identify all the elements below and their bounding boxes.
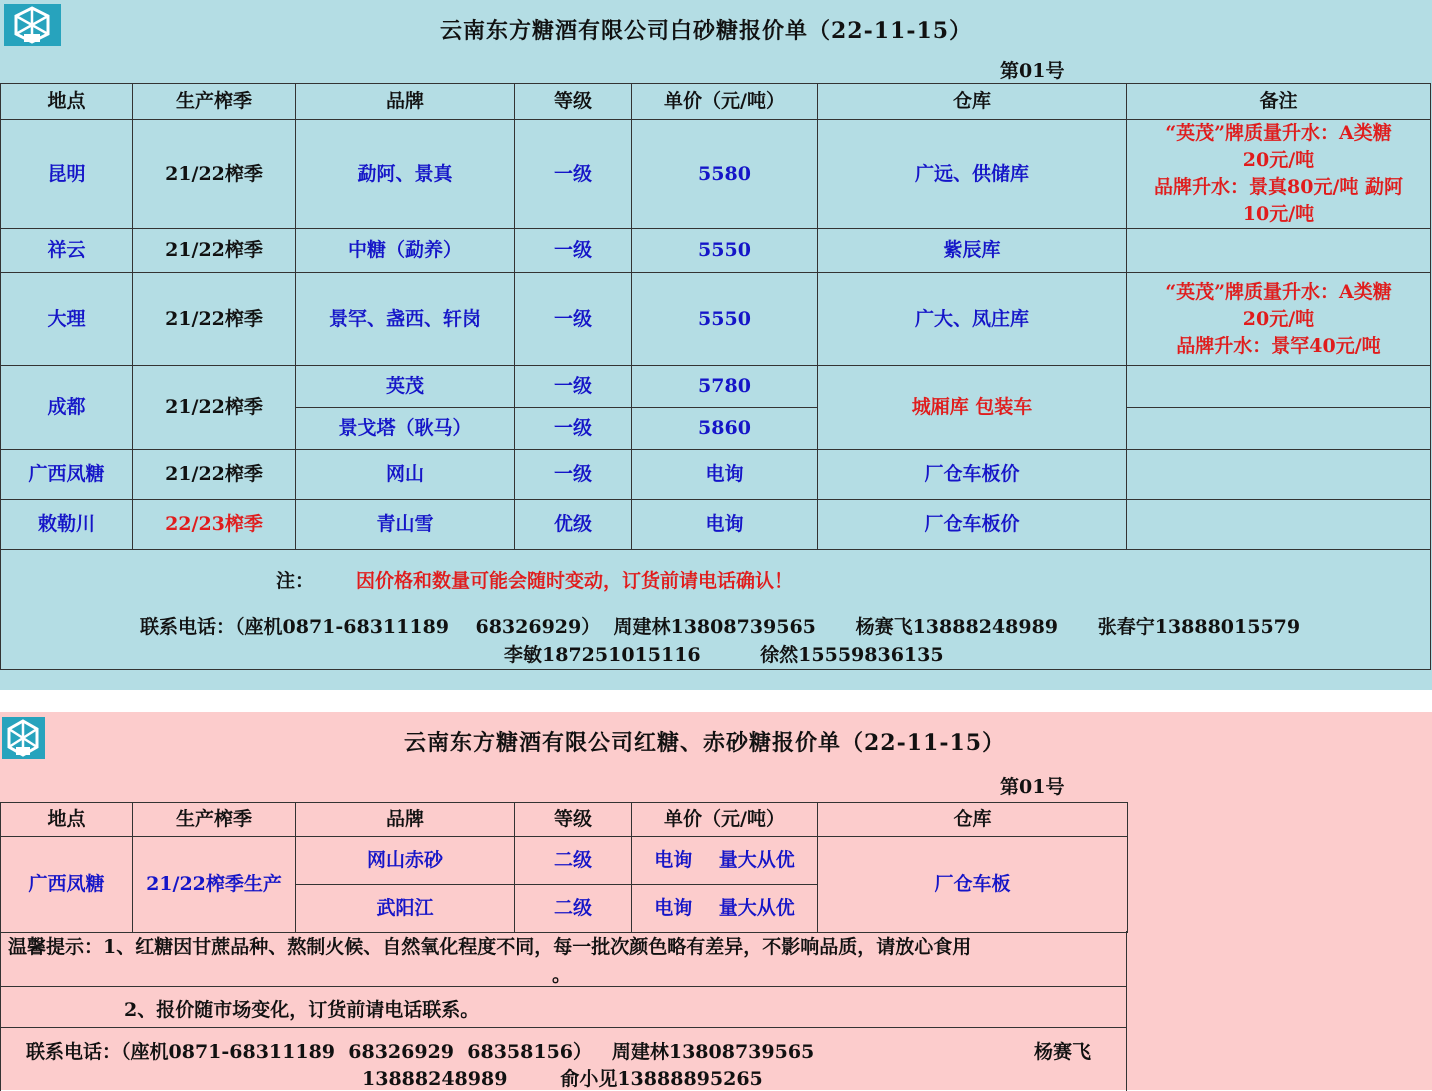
- season-cell: 21/22榨季: [133, 120, 296, 229]
- grade-cell: 一级: [515, 229, 632, 273]
- header-price: 单价（元/吨）: [632, 803, 818, 837]
- warehouse-cell: 厂仓车板: [818, 837, 1128, 933]
- header-season: 生产榨季: [133, 803, 296, 837]
- header-remark: 备注: [1127, 84, 1431, 120]
- header-location: 地点: [1, 803, 133, 837]
- warehouse-cell: 紫辰库: [818, 229, 1127, 273]
- remark-cell: [1127, 450, 1431, 500]
- contact-line-2: 13888248989 俞小见13888895265: [362, 1068, 763, 1090]
- location-cell: 祥云: [1, 229, 133, 273]
- warehouse-cell: 城厢库 包装车: [818, 366, 1127, 450]
- price-cell: 电询 量大从优: [632, 837, 818, 885]
- brown-sugar-sheet: [0, 712, 1432, 1090]
- company-logo-icon: [2, 717, 45, 759]
- contact-line-1: 联系电话：（座机0871-68311189 68326929） 周建林13808739565 杨赛飞13888248989 张春宁13888015579: [140, 616, 1301, 638]
- price-cell: 电询: [632, 450, 818, 500]
- header-grade: 等级: [515, 84, 632, 120]
- season-cell: 21/22榨季: [133, 366, 296, 450]
- header-warehouse: 仓库: [818, 84, 1127, 120]
- grade-cell: 一级: [515, 120, 632, 229]
- white-sugar-serial: 第01号: [1000, 60, 1065, 82]
- season-cell: 21/22榨季: [133, 273, 296, 366]
- brown-sugar-title: 云南东方糖酒有限公司红糖、赤砂糖报价单（22-11-15）: [404, 730, 1006, 756]
- table-header-row: [1, 84, 1431, 120]
- tip-line-1: 温馨提示：1、红糖因甘蔗品种、熬制火候、自然氧化程度不同，每一批次颜色略有差异，不影响品质，请放心食用: [8, 936, 972, 958]
- season-cell: 21/22榨季: [133, 229, 296, 273]
- table-row: [1, 837, 1128, 885]
- grade-cell: 优级: [515, 500, 632, 550]
- remark-line: 20元/吨: [1242, 307, 1315, 330]
- brand-cell: 景戈塔（耿马）: [296, 408, 515, 450]
- remark-line: 10元/吨: [1242, 203, 1315, 225]
- price-cell: 5550: [632, 273, 818, 366]
- remark-line: “英茂”牌质量升水：A类糖: [1165, 122, 1392, 144]
- price-cell: 5550: [632, 229, 818, 273]
- brand-cell: 青山雪: [296, 500, 515, 550]
- location-cell: 敕勒川: [1, 500, 133, 550]
- price-cell: 5580: [632, 120, 818, 229]
- remark-cell: [1127, 408, 1431, 450]
- location-cell: 广西凤糖: [1, 837, 133, 933]
- grade-cell: 二级: [515, 885, 632, 933]
- grade-cell: 一级: [515, 366, 632, 408]
- brand-cell: 景罕、盏西、轩岗: [296, 273, 515, 366]
- remark-line: “英茂”牌质量升水：A类糖: [1165, 280, 1392, 303]
- brand-cell: 网山: [296, 450, 515, 500]
- brand-cell: 勐阿、景真: [296, 120, 515, 229]
- grade-cell: 一级: [515, 408, 632, 450]
- header-brand: 品牌: [296, 84, 515, 120]
- warehouse-cell: 广大、凤庄库: [818, 273, 1127, 366]
- season-cell: 22/23榨季: [133, 500, 296, 550]
- price-cell: 5780: [632, 366, 818, 408]
- price-cell: 电询: [632, 500, 818, 550]
- company-logo-icon: [4, 4, 61, 46]
- grade-cell: 二级: [515, 837, 632, 885]
- contact-line-2: 李敏18725101511​6 徐然15559836135: [504, 644, 944, 666]
- table-row: [1, 450, 1431, 500]
- location-cell: 大理: [1, 273, 133, 366]
- remark-cell: [1127, 120, 1431, 229]
- white-sugar-title: 云南东方糖酒有限公司白砂糖报价单（22-11-15）: [440, 18, 973, 44]
- table-header-row: [1, 803, 1128, 837]
- header-season: 生产榨季: [133, 84, 296, 120]
- table-row: [1, 120, 1431, 229]
- warehouse-cell: 广远、供储库: [818, 120, 1127, 229]
- location-cell: 昆明: [1, 120, 133, 229]
- brand-cell: 网山赤砂: [296, 837, 515, 885]
- warehouse-cell: 厂仓车板价: [818, 500, 1127, 550]
- tip-line-2: 2、报价随市场变化，订货前请电话联系。: [124, 999, 480, 1021]
- remark-cell: [1127, 229, 1431, 273]
- header-price: 单价（元/吨）: [632, 84, 818, 120]
- note-text: 因价格和数量可能会随时变动，订货前请电话确认！: [356, 570, 794, 592]
- season-cell: 21/22榨季: [133, 450, 296, 500]
- contact-name: 杨赛飞: [1034, 1041, 1092, 1063]
- grade-cell: 一级: [515, 273, 632, 366]
- season-cell: 21/22榨季生产: [133, 837, 296, 933]
- price-cell: 电询 量大从优: [632, 885, 818, 933]
- contact-line-1: 联系电话：（座机0871-68311189 68326929 68358156） 周建林13808739565: [26, 1041, 815, 1063]
- brand-cell: 英茂: [296, 366, 515, 408]
- note-label: 注：: [276, 570, 315, 592]
- header-brand: 品牌: [296, 803, 515, 837]
- header-warehouse: 仓库: [818, 803, 1128, 837]
- remark-cell: [1127, 273, 1431, 366]
- white-sugar-table: [0, 83, 1431, 550]
- tip-line-1-tail: 。: [552, 964, 572, 986]
- table-row: [1, 366, 1431, 408]
- remark-line: 20元/吨: [1242, 149, 1315, 171]
- table-row: [1, 229, 1431, 273]
- warehouse-cell: 厂仓车板价: [818, 450, 1127, 500]
- header-grade: 等级: [515, 803, 632, 837]
- grade-cell: 一级: [515, 450, 632, 500]
- remark-line: 品牌升水：景真80元/吨 勐阿: [1154, 176, 1403, 198]
- price-cell: 5860: [632, 408, 818, 450]
- location-cell: 广西凤糖: [1, 450, 133, 500]
- header-location: 地点: [1, 84, 133, 120]
- location-cell: 成都: [1, 366, 133, 450]
- brand-cell: 中糖（勐养）: [296, 229, 515, 273]
- remark-cell: [1127, 366, 1431, 408]
- brown-sugar-serial: 第01号: [1000, 776, 1065, 798]
- table-row: [1, 500, 1431, 550]
- remark-cell: [1127, 500, 1431, 550]
- table-row: [1, 273, 1431, 366]
- brown-sugar-table: [0, 802, 1128, 933]
- brand-cell: 武阳江: [296, 885, 515, 933]
- remark-line: 品牌升水：景罕40元/吨: [1176, 334, 1381, 357]
